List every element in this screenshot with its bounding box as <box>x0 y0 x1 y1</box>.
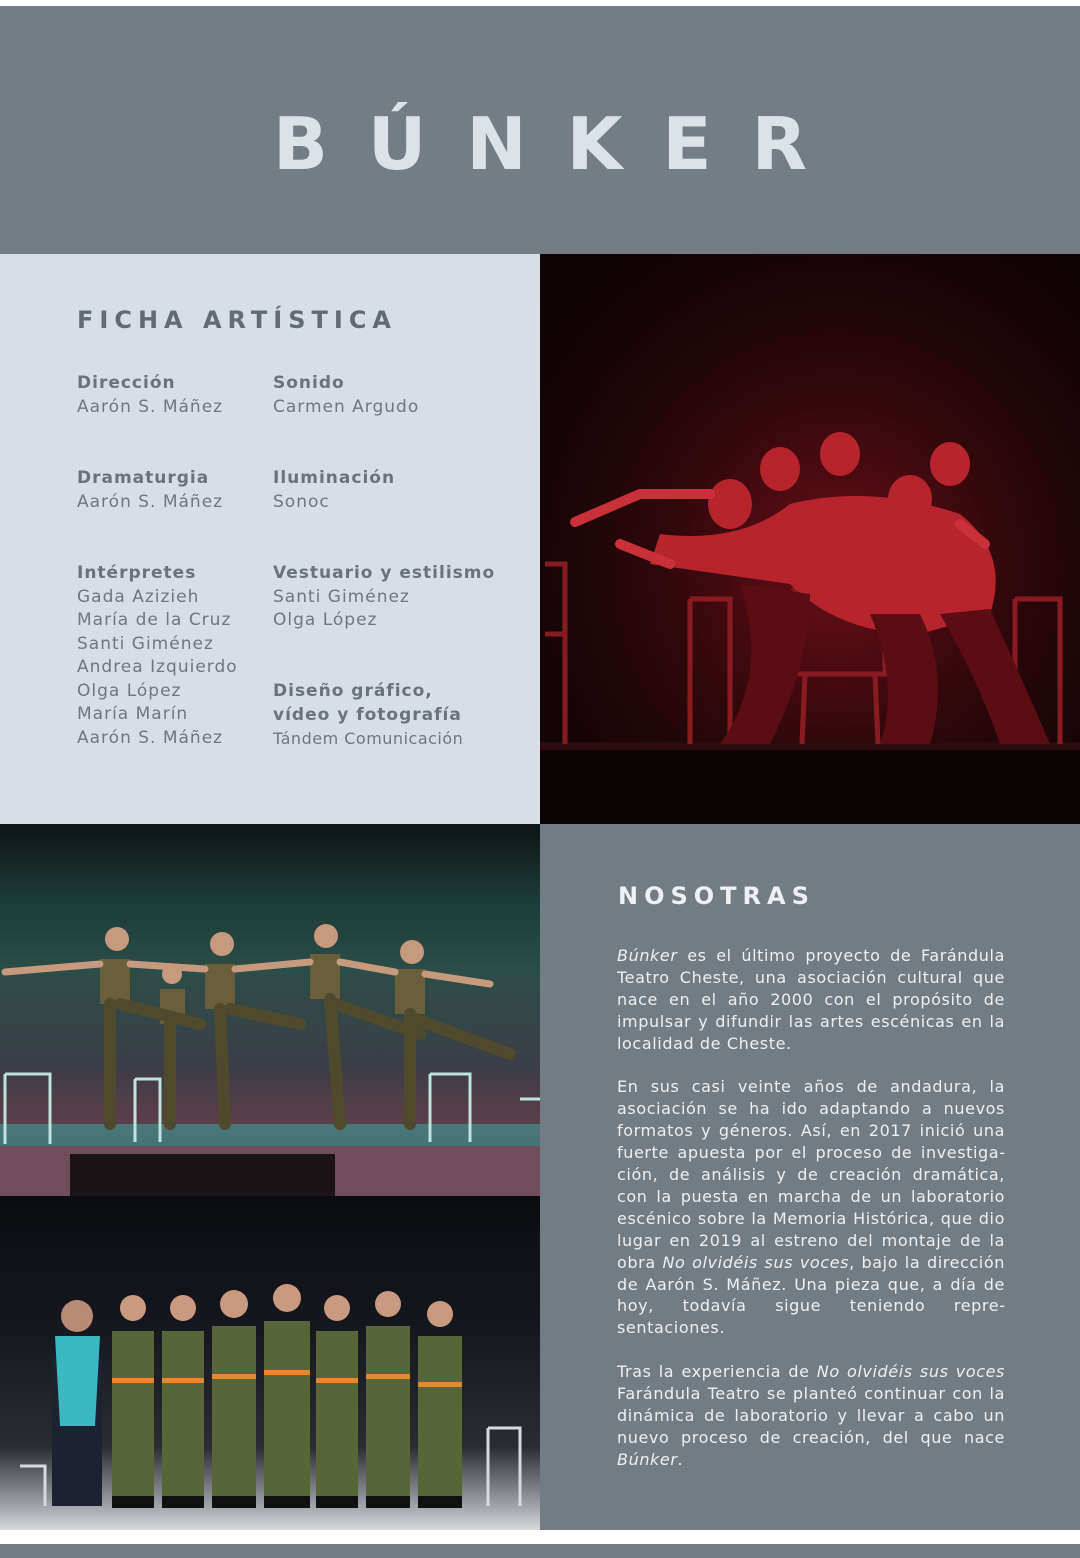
italic-text: Búnker <box>617 1449 678 1469</box>
credit-interpretes <box>77 562 238 750</box>
credit-name: María Marín <box>77 704 189 724</box>
credit-name: Santi Giménez <box>273 586 410 607</box>
italic-text: No olvidéis sus voces <box>662 1252 850 1272</box>
credit-role: Vestuario y estilismo <box>273 563 496 583</box>
stage-photo-kick-line <box>0 824 540 1196</box>
credit-diseno <box>273 680 463 751</box>
credit-name: Aarón S. Máñez <box>77 491 224 512</box>
paragraph-text: En sus casi veinte años de andadura, la asociación se ha ido adaptando a nuevos formatos y géneros. Así, en 2017 inició una fuerte apuesta por el proceso de investigación, de análisis y de creación dramática, con la puesta en marcha de un laboratorio escénico sobre la Memoria Histórica, que dio lugar en 2019 al estreno del montaje de la obra <box>617 1077 1005 1272</box>
stage-photo-cast-bow <box>0 1196 540 1530</box>
page-title: BÚNKER <box>272 102 848 186</box>
paragraph <box>617 1076 1005 1339</box>
paragraph-text: Tras la experiencia de <box>617 1362 817 1382</box>
credit-name: Aarón S. Máñez <box>77 727 224 748</box>
credit-name: Carmen Argudo <box>273 396 420 417</box>
credit-name: Aarón S. Máñez <box>77 396 224 417</box>
credit-name: Olga López <box>77 680 182 701</box>
credit-dramaturgia <box>77 467 223 514</box>
credit-name: María de la Cruz <box>77 610 232 630</box>
paragraph <box>617 1361 1005 1471</box>
credit-iluminacion <box>273 467 395 514</box>
credit-name: Olga López <box>273 610 378 630</box>
nosotras-heading: NOSOTRAS <box>618 882 815 910</box>
credit-sonido <box>273 372 419 419</box>
credit-name: Sonoc <box>273 491 330 512</box>
footer-bar <box>0 1544 1080 1558</box>
credit-role: Intérpretes <box>77 563 197 583</box>
credit-name: Gada Azizieh <box>77 586 200 607</box>
credit-role: Dirección <box>77 373 176 393</box>
italic-text: Búnker <box>617 946 678 965</box>
credit-role: vídeo y fotografía <box>273 704 462 725</box>
paragraph-text: Farándula Teatro se planteó continuar con la dinámica de laboratorio y llevar a cabo un nuevo proceso de creación, del que nace <box>617 1384 1005 1447</box>
credit-role: Iluminación <box>273 468 396 488</box>
credit-role: Diseño gráfico, <box>273 681 433 701</box>
nosotras-body <box>617 945 1005 1493</box>
ficha-heading: FICHA ARTÍSTICA <box>77 306 398 334</box>
credit-name: Tándem Comunicación <box>273 729 464 748</box>
paragraph-text: es el último proyecto de Farándula Teatro Cheste, una asociación cultural que nace en el año 2000 con el propósito de impulsar y difundir las artes escénicas en la localidad de Cheste. <box>617 946 1005 1053</box>
stage-photo-red <box>540 254 1080 824</box>
paragraph <box>617 945 1005 1055</box>
paragraph-text: , bajo la dirección de Aarón S. Máñez. Una pieza que, a día de hoy, todavía sigue teniendo representaciones. <box>617 1252 1005 1338</box>
italic-text: No olvidéis sus voces <box>816 1362 1005 1382</box>
credit-role: Sonido <box>273 373 345 393</box>
paragraph-text: . <box>677 1449 684 1469</box>
credit-name: Andrea Izquierdo <box>77 657 238 677</box>
credit-vestuario <box>273 562 495 633</box>
credit-role: Dramaturgia <box>77 468 210 488</box>
credit-name: Santi Giménez <box>77 633 214 654</box>
credit-direccion <box>77 372 223 419</box>
